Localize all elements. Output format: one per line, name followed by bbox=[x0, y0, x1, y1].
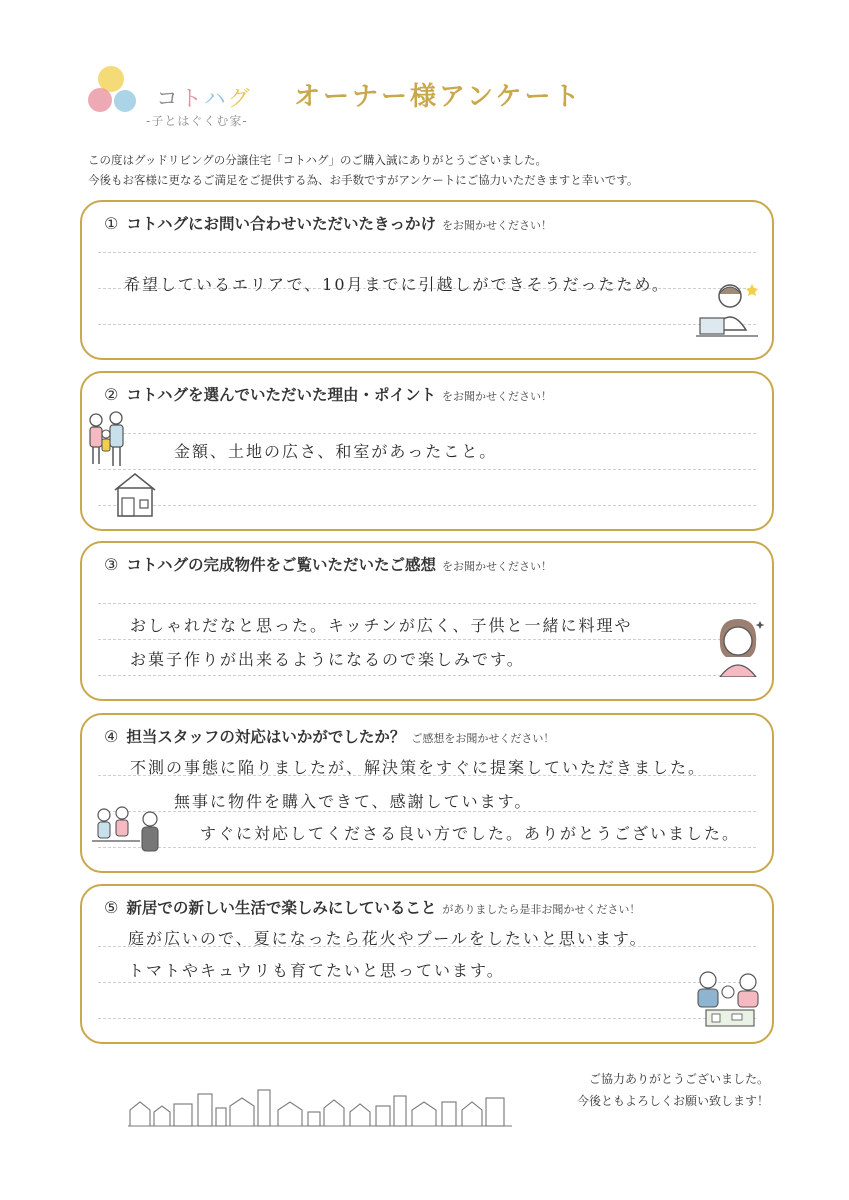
townscape-illustration bbox=[128, 1088, 512, 1128]
answer-text: 庭が広いので、夏になったら花火やプールをしたいと思います。 bbox=[128, 929, 648, 948]
woman-illustration bbox=[710, 613, 766, 677]
question-suffix: をお聞かせください！ bbox=[442, 560, 553, 573]
question-box-2 bbox=[80, 371, 774, 531]
question-suffix: をお聞かせください！ bbox=[442, 390, 553, 403]
answer-text: トマトやキュウリも育てたいと思っています。 bbox=[128, 961, 505, 980]
question-box-5 bbox=[80, 884, 774, 1044]
question-box-3 bbox=[80, 541, 774, 701]
question-title: コトハグにお問い合わせいただいたきっかけ bbox=[126, 215, 437, 233]
question-number: ② bbox=[104, 385, 119, 404]
closing-line-1: ご協力ありがとうございました。 bbox=[588, 1072, 769, 1086]
meeting-illustration bbox=[90, 803, 168, 859]
answer-text: 希望しているエリアで、10月までに引越しができそうだったため。 bbox=[124, 275, 670, 294]
person-laptop-illustration bbox=[694, 278, 760, 344]
question-header-3 bbox=[104, 553, 552, 575]
question-header-2 bbox=[104, 383, 552, 405]
answer-text: おしゃれだなと思った。キッチンが広く、子供と一緒に料理や bbox=[130, 616, 633, 635]
closing-line-2: 今後ともよろしくお願い致します！ bbox=[576, 1094, 769, 1108]
question-box-1 bbox=[80, 200, 774, 360]
question-suffix: をお聞かせください！ bbox=[442, 219, 553, 232]
question-header-1 bbox=[104, 212, 552, 234]
question-suffix: がありましたら是非お聞かせください！ bbox=[442, 903, 641, 916]
question-number: ⑤ bbox=[104, 898, 119, 917]
family-planning-illustration bbox=[692, 968, 764, 1032]
answer-text: 不測の事態に陥りましたが、解決策をすぐに提案していただきました。 bbox=[130, 758, 707, 777]
question-number: ① bbox=[104, 214, 119, 233]
question-title: 担当スタッフの対応はいかがでしたか？ bbox=[126, 728, 406, 746]
answer-text: お菓子作りが出来るようになるので楽しみです。 bbox=[130, 650, 525, 669]
question-suffix: ご感想をお聞かせください！ bbox=[411, 732, 555, 745]
answer-text: すぐに対応してくださる良い方でした。ありがとうございました。 bbox=[200, 824, 741, 843]
logo-color-dots bbox=[84, 66, 144, 130]
family-illustration bbox=[82, 410, 132, 468]
answer-text: 金額、土地の広さ、和室があったこと。 bbox=[174, 442, 498, 461]
intro-line-1: この度はグッドリビングの分譲住宅「コトハグ」のご購入誠にありがとうございました。 bbox=[88, 153, 547, 167]
brand-logo bbox=[84, 66, 264, 130]
question-title: コトハグの完成物件をご覧いただいたご感想 bbox=[126, 556, 437, 574]
question-header-4 bbox=[104, 725, 554, 747]
intro-line-2: 今後もお客様に更なるご満足をご提供する為、お手数ですがアンケートにご協力いただきますと幸いです。 bbox=[88, 173, 639, 187]
answer-text: 無事に物件を購入できて、感謝しています。 bbox=[174, 792, 533, 811]
question-box-4 bbox=[80, 713, 774, 873]
page-title: オーナー様アンケート bbox=[294, 82, 583, 112]
logo-subtitle: -子とはぐくむ家- bbox=[146, 114, 248, 128]
question-title: 新居での新しい生活で楽しみにしていること bbox=[126, 899, 437, 917]
question-number: ③ bbox=[104, 555, 119, 574]
question-number: ④ bbox=[104, 727, 119, 746]
question-title: コトハグを選んでいただいた理由・ポイント bbox=[126, 386, 437, 404]
logo-name: コトハグ bbox=[156, 87, 252, 112]
question-header-5 bbox=[104, 896, 640, 918]
house-illustration bbox=[112, 470, 158, 518]
